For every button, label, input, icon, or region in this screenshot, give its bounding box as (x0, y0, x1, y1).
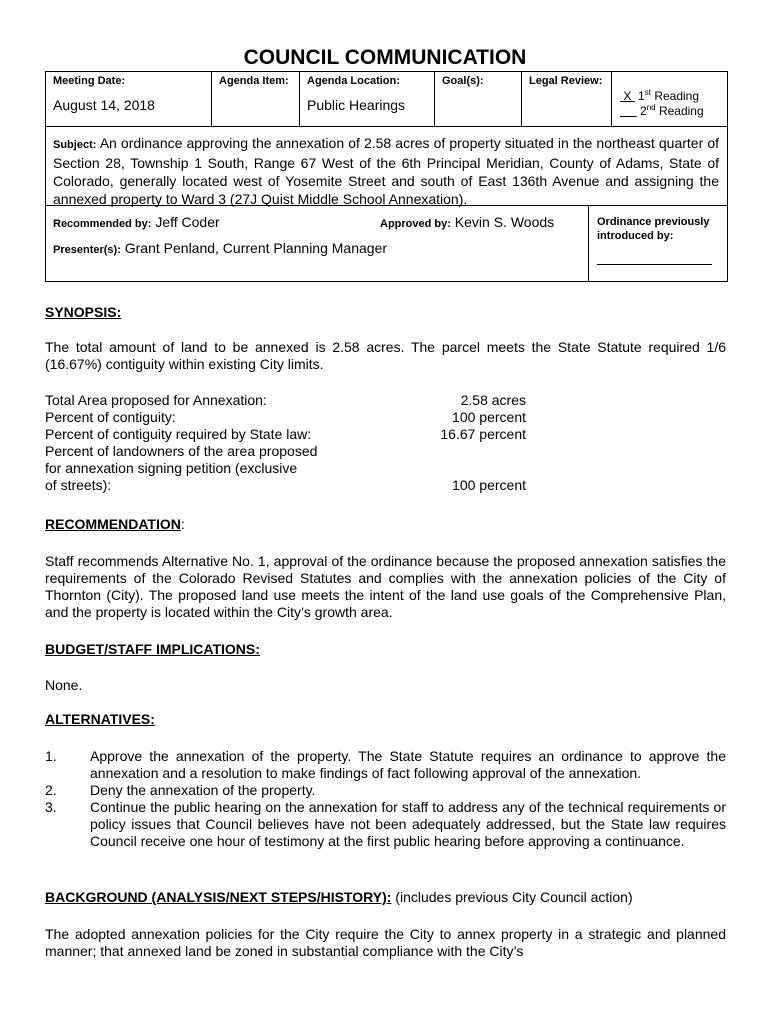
recommended-by-value: Jeff Coder (155, 214, 220, 230)
first-reading-mark: X (623, 89, 632, 103)
budget-heading: BUDGET/STAFF IMPLICATIONS: (45, 641, 260, 657)
budget-paragraph: None. (45, 677, 83, 693)
header-row-meeting (46, 72, 727, 127)
synopsis-row: Percent of contiguity required by State law: 16.67 percent (45, 426, 526, 442)
legal-review-label: Legal Review: (529, 75, 603, 87)
ordinance-previously-label: Ordinance previously introduced by: (597, 216, 710, 242)
recommendation-paragraph: Staff recommends Alternative No. 1, approval of the ordinance because the proposed annexation satisfies the requirements of the Colorado Revised Statutes and complies with the annexation policies of the City of Thornton (City). The proposed land use meets the intent of the land use goals of the Comprehensive Plan, and the property is located within the City’s growth area. (45, 553, 726, 620)
first-reading: X 1st Reading (623, 88, 700, 103)
synopsis-row: Total Area proposed for Annexation: 2.58 acres (45, 392, 526, 408)
list-item: 3. Continue the public hearing on the annexation for staff to address any of the technical requirements or policy issues that Council believes have not been adequately addressed, but the State law requires Council receive one hour of testimony at the first public hearing before approving a continuance. (45, 799, 726, 849)
meeting-date-label: Meeting Date: (53, 75, 126, 87)
meeting-date-value: August 14, 2018 (53, 97, 155, 113)
list-item: 2. Deny the annexation of the property. (45, 782, 316, 798)
goals-label: Goal(s): (442, 75, 484, 87)
synopsis-row: Percent of landowners of the area proposed (45, 443, 318, 459)
presenters-value: Grant Penland, Current Planning Manager (124, 240, 388, 256)
synopsis-paragraph: The total amount of land to be annexed is 2.58 acres. The parcel meets the State Statute required 1/6 (16.67%) contiguity within existing City limits. (45, 339, 726, 372)
synopsis-heading: SYNOPSIS: (45, 304, 122, 320)
synopsis-row: Percent of contiguity: 100 percent (45, 409, 526, 425)
background-heading: BACKGROUND (ANALYSIS/NEXT STEPS/HISTORY): (includes previous City Council action) (45, 889, 633, 905)
approved-by-label: Approved by: (380, 218, 451, 230)
approved-by-value: Kevin S. Woods (454, 214, 555, 230)
meeting-date-cell (46, 72, 211, 126)
header-row-people (46, 206, 727, 281)
alternatives-heading: ALTERNATIVES: (45, 711, 155, 727)
header-table (45, 71, 728, 282)
ordinance-signature-line (597, 264, 712, 265)
recommended-by (53, 214, 220, 230)
alternatives-list (45, 748, 726, 850)
presenters-label: Presenter(s): (53, 244, 121, 256)
background-paragraph: The adopted annexation policies for the City require the City to annex property in a strategic and planned manner; that annexed land be zoned in substantial compliance with the City’s (45, 926, 726, 959)
reading-cell (611, 72, 727, 126)
agenda-location-label: Agenda Location: (307, 75, 400, 87)
goals-cell (434, 72, 521, 126)
legal-review-cell (521, 72, 611, 126)
presenters (53, 240, 387, 256)
list-item: 1. Approve the annexation of the property. The State Statute requires an ordinance to approve the annexation and a resolution to make findings of fact following approval of the annexation. (45, 748, 726, 781)
subject (53, 134, 719, 208)
synopsis-table (45, 392, 726, 494)
second-reading: 2nd Reading (640, 103, 704, 118)
agenda-item-label: Agenda Item: (219, 75, 289, 87)
agenda-item-cell (211, 72, 299, 126)
subject-text: An ordinance approving the annexation of 2.58 acres of property situated in the northeast quarter of Section 28, Township 1 South, Range 67 West of the 6th Principal Meridian, County of Adams, State of Colorado, generally located west of Yosemite Street and south of East 136th Avenue and assigning the annexed property to Ward 3 (27J Quist Middle School Annexation). (53, 135, 719, 207)
document-title: COUNCIL COMMUNICATION (243, 46, 527, 69)
subject-label: Subject: (53, 139, 97, 151)
header-row-subject (46, 127, 727, 206)
background-heading-note: (includes previous City Council action) (395, 889, 633, 905)
agenda-location-cell (299, 72, 434, 126)
recommendation-heading: RECOMMENDATION: (45, 516, 185, 532)
recommended-by-label: Recommended by: (53, 218, 152, 230)
synopsis-row: of streets): 100 percent (45, 477, 526, 493)
approved-by (380, 214, 554, 230)
ordinance-previously-box (588, 206, 727, 281)
agenda-location-value: Public Hearings (307, 97, 406, 113)
synopsis-row: for annexation signing petition (exclusive (45, 460, 298, 476)
